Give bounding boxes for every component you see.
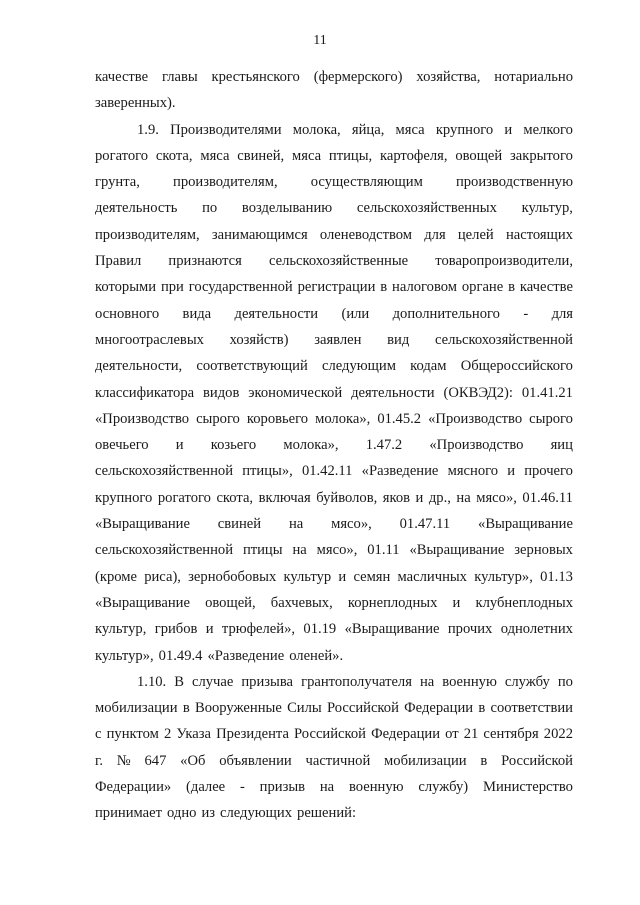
word: «Выращивание bbox=[95, 594, 190, 611]
word: сельскохозяйственной bbox=[95, 542, 234, 559]
word: яков bbox=[382, 489, 411, 506]
word: на bbox=[292, 542, 307, 559]
word: сельскохозяйственной bbox=[434, 331, 573, 348]
text-line bbox=[95, 748, 573, 774]
word: г. bbox=[95, 752, 103, 769]
word: зернобобовых bbox=[188, 568, 277, 585]
text-line bbox=[95, 485, 573, 511]
word: грибов bbox=[154, 621, 198, 638]
word: классификатора bbox=[95, 384, 195, 401]
word: свиней bbox=[217, 516, 262, 533]
text-line bbox=[95, 248, 573, 274]
word: на bbox=[456, 489, 471, 506]
word: 01.46.11 bbox=[522, 489, 573, 506]
word: буйволов, bbox=[316, 489, 378, 506]
word: «Выращивание bbox=[344, 621, 440, 638]
document-body bbox=[95, 64, 573, 827]
word: 2022 bbox=[543, 726, 573, 743]
word: мобилизации bbox=[95, 700, 178, 717]
word: Федерации bbox=[371, 726, 440, 743]
word: птицы, bbox=[328, 147, 373, 164]
word: рогатого bbox=[157, 489, 211, 506]
word: картофеля, bbox=[379, 147, 448, 164]
word: «Разведение bbox=[207, 647, 285, 664]
word: государственной bbox=[188, 279, 293, 296]
word: оленеводством bbox=[319, 226, 413, 243]
word: сельскохозяйственные bbox=[268, 253, 409, 270]
word: мяса bbox=[292, 147, 322, 164]
word: корнеплодных bbox=[347, 594, 438, 611]
word: сельскохозяйственной bbox=[95, 463, 234, 480]
word: при bbox=[160, 279, 184, 296]
word: и bbox=[338, 568, 347, 585]
word: военную bbox=[348, 779, 404, 796]
word: главы bbox=[161, 69, 198, 85]
word: военную bbox=[442, 673, 497, 690]
word: Министерство bbox=[482, 779, 573, 796]
word: основного bbox=[95, 305, 160, 322]
word: 01.11 bbox=[367, 542, 400, 559]
word: деятельности bbox=[351, 384, 435, 401]
text-line bbox=[95, 564, 573, 590]
word: пунктом bbox=[106, 726, 159, 743]
word: (или bbox=[341, 305, 370, 322]
word: качестве bbox=[95, 69, 149, 85]
word: Вооруженные bbox=[194, 700, 282, 717]
word: яиц bbox=[550, 437, 573, 454]
text-line bbox=[95, 774, 573, 800]
word: молока», bbox=[315, 410, 371, 427]
word: случае bbox=[191, 673, 234, 690]
word: однолетних bbox=[500, 621, 573, 638]
word: одно bbox=[167, 805, 197, 822]
text-line bbox=[95, 695, 573, 721]
word: Российской bbox=[501, 752, 573, 769]
word: частичной bbox=[305, 752, 371, 769]
word: Производителями bbox=[170, 121, 282, 138]
word: «Выращивание bbox=[95, 516, 190, 533]
text-line bbox=[95, 117, 573, 143]
word: 1.10. bbox=[137, 673, 167, 690]
text-line bbox=[95, 669, 573, 695]
word: мясного bbox=[447, 463, 499, 480]
word: настоящих bbox=[505, 226, 573, 243]
word: на bbox=[288, 516, 304, 533]
word: в bbox=[480, 752, 488, 769]
word: 01.47.11 bbox=[399, 516, 451, 533]
text-line bbox=[95, 511, 573, 537]
word: мясо», bbox=[476, 489, 517, 506]
word: кодам bbox=[410, 358, 447, 375]
word: деятельности bbox=[234, 305, 319, 322]
word: деятельности, bbox=[95, 358, 183, 375]
word: заявлен bbox=[314, 331, 362, 348]
word: масличных bbox=[397, 568, 467, 585]
word: прочего bbox=[524, 463, 573, 480]
text-line bbox=[95, 800, 573, 826]
word: овечьего bbox=[95, 437, 149, 454]
word: бахчевых, bbox=[270, 594, 333, 611]
word: для bbox=[424, 226, 446, 243]
word: мяса bbox=[395, 121, 425, 138]
word: для bbox=[551, 305, 573, 322]
word: производителям, bbox=[173, 174, 278, 191]
word: (ОКВЭД2): bbox=[443, 384, 513, 401]
word: овощей, bbox=[205, 594, 256, 611]
word: «Производство bbox=[428, 410, 523, 427]
word: скота, bbox=[216, 489, 254, 506]
word: производственную bbox=[455, 174, 573, 191]
text-line bbox=[95, 327, 573, 353]
word: дополнительного bbox=[392, 305, 500, 322]
word: службу) bbox=[418, 779, 469, 796]
word: крупного bbox=[95, 489, 153, 506]
word: 647 bbox=[144, 752, 167, 769]
word: зерновых bbox=[514, 542, 573, 559]
word: органе bbox=[461, 279, 504, 296]
text-line bbox=[95, 590, 573, 616]
word: 2 bbox=[163, 726, 172, 743]
word: и bbox=[504, 121, 513, 138]
word: «Разведение bbox=[361, 463, 439, 480]
word: 21 bbox=[463, 726, 479, 743]
word: культур bbox=[283, 568, 332, 585]
word: козьего bbox=[210, 437, 257, 454]
word: из bbox=[201, 805, 216, 822]
word: вид bbox=[387, 331, 410, 348]
text-line bbox=[95, 432, 573, 458]
word: 01.13 bbox=[540, 568, 573, 585]
word: деятельность bbox=[95, 200, 178, 217]
word: товаропроизводители, bbox=[435, 253, 573, 270]
text-line bbox=[95, 616, 573, 642]
text-line bbox=[95, 353, 573, 379]
word: следующим bbox=[321, 358, 396, 375]
word: свиней, bbox=[237, 147, 285, 164]
word: «Производство bbox=[429, 437, 524, 454]
word: экономической bbox=[248, 384, 343, 401]
word: хозяйств) bbox=[229, 331, 289, 348]
word: В bbox=[174, 673, 184, 690]
word: и bbox=[175, 437, 184, 454]
page-number: 11 bbox=[313, 33, 327, 48]
word: - bbox=[239, 779, 245, 796]
word: рогатого bbox=[95, 147, 149, 164]
text-line bbox=[95, 274, 573, 300]
word: «Об bbox=[180, 752, 206, 769]
word: Силы bbox=[287, 700, 322, 717]
word: службу bbox=[504, 673, 550, 690]
word: (фермерского) bbox=[313, 69, 403, 85]
word: мобилизации bbox=[384, 752, 467, 769]
text-line bbox=[95, 537, 573, 563]
word: (далее bbox=[186, 779, 226, 796]
word: мясо», bbox=[316, 542, 358, 559]
word: принимает bbox=[95, 805, 163, 822]
text-line bbox=[95, 458, 573, 484]
word: 01.49.4 bbox=[158, 647, 203, 664]
word: по bbox=[202, 200, 218, 217]
word: № bbox=[116, 752, 131, 769]
word: призыва bbox=[241, 673, 294, 690]
word: в bbox=[478, 700, 486, 717]
word: заверенных). bbox=[95, 95, 176, 112]
text-line bbox=[95, 169, 573, 195]
text-line bbox=[95, 90, 573, 116]
word: грунта, bbox=[95, 174, 140, 191]
word: скота, bbox=[155, 147, 193, 164]
word: прочих bbox=[447, 621, 493, 638]
word: включая bbox=[258, 489, 311, 506]
word: признаются bbox=[168, 253, 242, 270]
text-line bbox=[95, 406, 573, 432]
word: коровьего bbox=[246, 410, 309, 427]
word: в bbox=[182, 700, 190, 717]
word: и bbox=[452, 594, 461, 611]
word: яйца, bbox=[351, 121, 385, 138]
word: птицы bbox=[242, 542, 283, 559]
word: и bbox=[205, 621, 214, 638]
word: и bbox=[415, 489, 424, 506]
word: осуществляющим bbox=[310, 174, 423, 191]
word: «Выращивание bbox=[478, 516, 573, 533]
word: 01.19 bbox=[303, 621, 337, 638]
word: 01.42.11 bbox=[301, 463, 353, 480]
word: объявлении bbox=[219, 752, 292, 769]
word: сентября bbox=[483, 726, 539, 743]
word: призыв bbox=[259, 779, 306, 796]
word: птицы», bbox=[242, 463, 293, 480]
word: Российской bbox=[294, 726, 366, 743]
word: культур, bbox=[95, 621, 147, 638]
text-line bbox=[95, 721, 573, 747]
word: 01.41.21 bbox=[521, 384, 573, 401]
word: на bbox=[419, 673, 435, 690]
text-line bbox=[95, 143, 573, 169]
word: с bbox=[95, 726, 102, 743]
word: клубнеплодных bbox=[475, 594, 573, 611]
word: налоговом bbox=[392, 279, 458, 296]
word: в bbox=[508, 279, 515, 296]
word: Указа bbox=[176, 726, 212, 743]
word: 1.9. bbox=[137, 121, 159, 138]
word: хозяйства, bbox=[416, 69, 481, 85]
word: возделыванию bbox=[241, 200, 333, 217]
word: молока», bbox=[283, 437, 339, 454]
word: вида bbox=[182, 305, 212, 322]
word: культур», bbox=[95, 647, 154, 664]
text-line bbox=[95, 643, 573, 669]
text-line bbox=[95, 195, 573, 221]
word: и bbox=[507, 463, 516, 480]
word: риса), bbox=[144, 568, 181, 585]
word: Правил bbox=[95, 253, 142, 270]
word: крестьянского bbox=[211, 69, 300, 85]
word: Федерации» bbox=[95, 779, 172, 796]
word: производителям, bbox=[95, 226, 200, 243]
word: культур, bbox=[521, 200, 573, 217]
text-line bbox=[95, 380, 573, 406]
word: следующих bbox=[220, 805, 293, 822]
word: др., bbox=[428, 489, 451, 506]
word: видов bbox=[203, 384, 240, 401]
word: овощей bbox=[455, 147, 503, 164]
word: на bbox=[319, 779, 335, 796]
word: трюфелей», bbox=[221, 621, 296, 638]
word: «Производство bbox=[95, 410, 190, 427]
text-line bbox=[95, 222, 573, 248]
word: крупного bbox=[435, 121, 494, 138]
word: - bbox=[523, 305, 529, 322]
word: качестве bbox=[519, 279, 573, 296]
word: мясо», bbox=[331, 516, 372, 533]
word: целей bbox=[457, 226, 494, 243]
word: в bbox=[380, 279, 388, 296]
word: семян bbox=[353, 568, 391, 585]
word: молока, bbox=[292, 121, 341, 138]
word: Российской bbox=[326, 700, 399, 717]
word: Президента bbox=[216, 726, 289, 743]
word: соответствии bbox=[490, 700, 573, 717]
word: от bbox=[445, 726, 459, 743]
word: мяса bbox=[200, 147, 230, 164]
word: многоотраслевых bbox=[95, 331, 204, 348]
word: решений: bbox=[297, 805, 357, 822]
word: нотариально bbox=[494, 69, 573, 85]
word: «Выращивание bbox=[409, 542, 505, 559]
word: сельскохозяйственных bbox=[356, 200, 497, 217]
word: Федерации bbox=[404, 700, 474, 717]
word: соответствующий bbox=[196, 358, 308, 375]
word: культур», bbox=[474, 568, 533, 585]
word: оленей». bbox=[289, 647, 344, 664]
word: которыми bbox=[95, 279, 157, 296]
word: по bbox=[557, 673, 573, 690]
word: мелкого bbox=[523, 121, 573, 138]
word: 01.45.2 bbox=[377, 410, 422, 427]
word: регистрации bbox=[297, 279, 376, 296]
word: 1.47.2 bbox=[365, 437, 403, 454]
text-line bbox=[95, 64, 573, 90]
word: грантополучателя bbox=[301, 673, 412, 690]
text-line bbox=[95, 301, 573, 327]
word: сырого bbox=[529, 410, 573, 427]
word: (кроме bbox=[95, 568, 137, 585]
word: Общероссийского bbox=[460, 358, 573, 375]
word: сырого bbox=[196, 410, 240, 427]
word: занимающимся bbox=[211, 226, 308, 243]
word: закрытого bbox=[510, 147, 573, 164]
